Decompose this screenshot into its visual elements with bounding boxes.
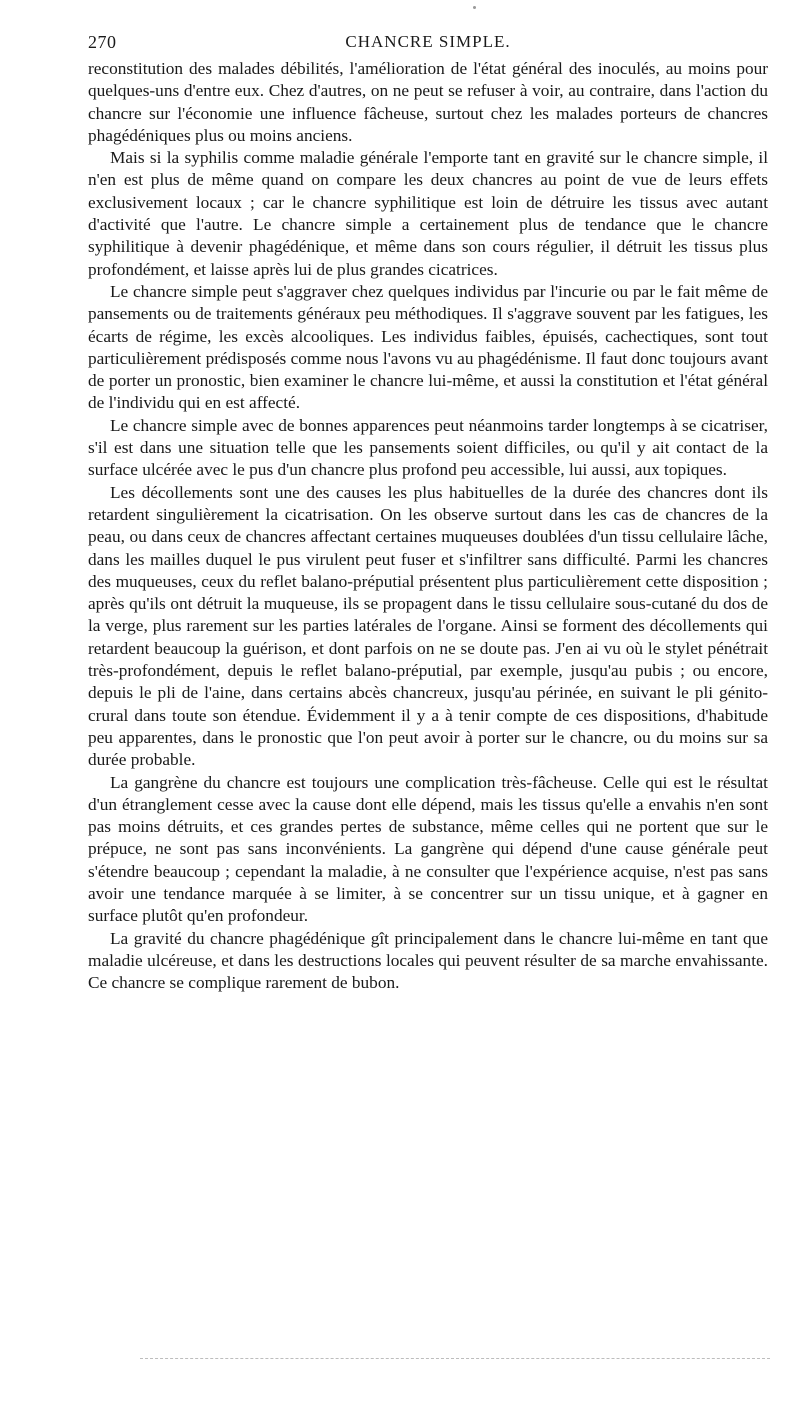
page-number: 270	[88, 32, 117, 52]
body-text	[88, 58, 768, 994]
book-page	[88, 28, 768, 994]
paragraph: Mais si la syphilis comme maladie générale l'emporte tant en gravité sur le chancre simple, il n'en est plus de même quand on compare les deux chancres au point de vue de leurs effets exclusivement locaux ; car le chancre syphilitique est loin de détruire les tissus avec autant d'activité que l'autre. Le chancre simple a certainement plus de tendance que le chancre syphilitique à devenir phagédénique, et même dans son cours régulier, il détruit les tissus plus profondément, et laisse après lui de plus grandes cicatrices.	[88, 148, 768, 279]
paragraph: Le chancre simple peut s'aggraver chez quelques individus par l'incurie ou par le fait même de pansements ou de traitements généraux peu méthodiques. Il s'aggrave souvent par les fatigues, les écarts de régime, les excès alcooliques. Les individus faibles, épuisés, cachectiques, sont tout particulièrement prédisposés comme nous l'avons vu au phagédénisme. Il faut donc toujours avant de porter un pronostic, bien examiner le chancre lui-même, et aussi la constitution et l'état général de l'individu qui en est affecté.	[88, 281, 768, 413]
print-speck	[473, 6, 476, 9]
running-head	[88, 28, 768, 58]
paragraph: La gravité du chancre phagédénique gît principalement dans le chancre lui-même en tant que maladie ulcéreuse, et dans les destructions locales qui peuvent résulter de sa marche envahissante. Ce chancre se complique rarement de bubon.	[88, 928, 768, 993]
running-title: CHANCRE SIMPLE.	[345, 32, 511, 51]
paragraph-continuation: reconstitution des malades débilités, l'amélioration de l'état général des inoculés, au moins pour quelques-uns d'entre eux. Chez d'autres, on ne peut se refuser à voir, au contraire, dans l'action du chancre sur l'économie une influence fâcheuse, surtout chez les malades porteurs de chancres phagédéniques plus ou moins anciens.	[88, 59, 768, 145]
paragraph: Le chancre simple avec de bonnes apparences peut néanmoins tarder longtemps à se cicatriser, s'il est dans une situation telle que les pansements soient difficiles, ou qu'il y ait contact de la surface ulcérée avec le pus d'un chancre plus profond peu accessible, lui aussi, aux topiques.	[88, 415, 768, 480]
paragraph: La gangrène du chancre est toujours une complication très-fâcheuse. Celle qui est le résultat d'un étranglement cesse avec la cause dont elle dépend, mais les tissus qu'elle a envahis n'en sont pas moins détruits, et ces grandes pertes de substance, même celles qui ne portent que sur le prépuce, ne sont pas sans inconvénients. La gangrène qui dépend d'une cause générale peut s'étendre beaucoup ; cependant la maladie, à ne consulter que l'expérience acquise, n'est pas sans avoir une tendance marquée à se limiter, à se concentrer sur un tissu unique, et à gagner en surface plutôt qu'en profondeur.	[88, 772, 768, 926]
paragraph: Les décollements sont une des causes les plus habituelles de la durée des chancres dont ils retardent singulièrement la cicatrisation. On les observe surtout dans les cas de chancres de la peau, ou dans ceux de chancres affectant certaines muqueuses doublées d'un tissu cellulaire lâche, dans les mailles duquel le pus virulent peut fuser et s'infiltrer sans difficulté. Parmi les chancres des muqueuses, ceux du reflet balano-préputial présentent plus particulièrement cette disposition ; après qu'ils ont détruit la muqueuse, ils se propagent dans le tissu cellulaire sous-cutané du dos de la verge, plus rarement sur les parties latérales de l'organe. Ainsi se forment des décollements qui retardent beaucoup la guérison, et dont parfois on ne se doute pas. J'en ai vu où le stylet pénétrait très-profondément, depuis le reflet balano-préputial, par exemple, jusqu'au pubis ; ou encore, depuis le pli de l'aine, dans certains abcès chancreux, jusqu'au périnée, en suivant le pli génito-crural dans toute son étendue. Évidemment il y a à tenir compte de ces dispositions, d'habitude peu apparentes, dans le pronostic que l'on peut avoir à porter sur le chancre, ou du moins sur sa durée probable.	[88, 482, 768, 770]
footer-bleed-line	[140, 1358, 770, 1359]
